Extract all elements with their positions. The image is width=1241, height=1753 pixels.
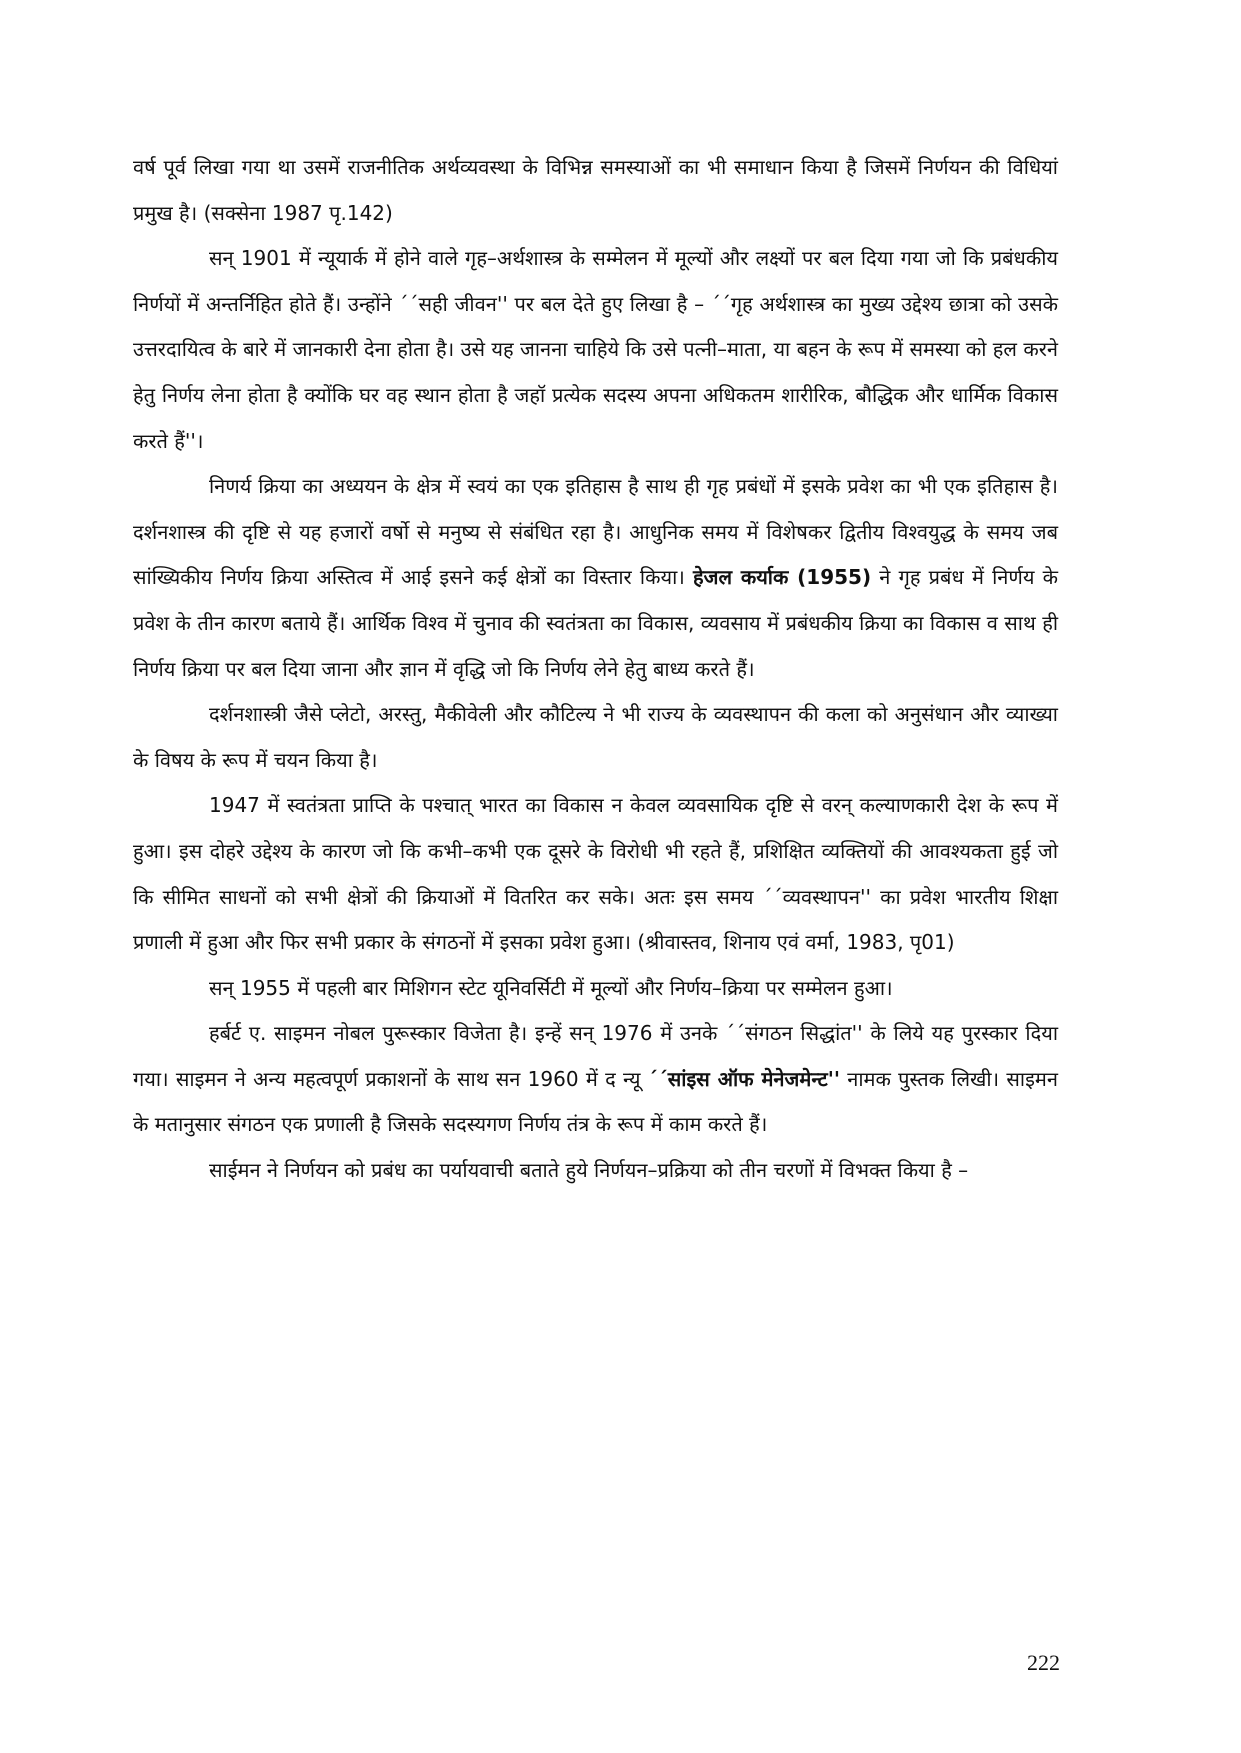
- paragraph-7-text-end: नामक पुस्तक लिखी। साइमन के मतानुसार संगठन एक प्रणाली है जिसके सदस्यगण निर्णय तंत्र के रूप में काम करते हैं।: [133, 1066, 1058, 1137]
- paragraph-5-text: 1947 में स्वतंत्रता प्राप्ति के पश्चात् भारत का विकास न केवल व्यवसायिक दृष्टि से वरन् कल्याणकारी देश के रूप में हुआ। इस दोहरे उद्देश्य के कारण जो कि कभी–कभी एक दूसरे के विरोधी भी रहते हैं, प्रशिक्षित व्यक्तियों की आवश्यकता हुई जो कि सीमित साधनों को सभी क्षेत्रों की क्रियाओं में वितरित कर सके। अतः इस समय ´´व्यवस्थापन'' का प्रवेश भारतीय शिक्षा प्रणाली में हुआ और फिर सभी प्रकार के संगठनों में इसका प्रवेश हुआ। (श्रीवास्तव, शिनाय एवं वर्मा, 1983, पृ01): [133, 793, 1058, 955]
- page-number: 222: [1027, 1650, 1060, 1675]
- paragraph-2-text: सन् 1901 में न्यूयार्क में होने वाले गृह–अर्थशास्त्र के सम्मेलन में मूल्यों और लक्ष्यों पर बल दिया गया जो कि प्रबंधकीय निर्णयों में अन्तर्निहित होते हैं। उन्होंने ´´सही जीवन'' पर बल देते हुए लिखा है – ´´गृह अर्थशास्त्र का मुख्य उद्देश्य छात्रा को उसके उत्तरदायित्व के बारे में जानकारी देना होता है। उसे यह जानना चाहिये कि उसे पत्नी–माता, या बहन के रूप में समस्या को हल करने हेतु निर्णय लेना होता है क्योंकि घर वह स्थान होता है जहॉ प्रत्येक सदस्य अपना अधिकतम शारीरिक, बौद्धिक और धार्मिक विकास करते हैं''।: [133, 246, 1058, 453]
- paragraph-8-text: साईमन ने निर्णयन को प्रबंध का पर्यायवाची बताते हुये निर्णयन–प्रक्रिया को तीन चरणों में विभक्त किया है –: [209, 1158, 969, 1183]
- paragraph-3-bold-citation: हेजल कर्याक (1955): [693, 565, 872, 590]
- paragraph-1: [133, 145, 1058, 236]
- body-text: [133, 145, 1058, 1194]
- paragraph-1-text: वर्ष पूर्व लिखा गया था उसमें राजनीतिक अर्थव्यवस्था के विभिन्न समस्याओं का भी समाधान किया है जिसमें निर्णयन की विधियां प्रमुख है। (सक्सेना 1987 पृ.142): [133, 155, 1058, 225]
- paragraph-3: [133, 464, 1058, 692]
- paragraph-5: [133, 783, 1058, 965]
- paragraph-4-text: दर्शनशास्त्री जैसे प्लेटो, अरस्तु, मैकीवेली और कौटिल्य ने भी राज्य के व्यवस्थापन की कला को अनुसंधान और व्याख्या के विषय के रूप में चयन किया है।: [133, 702, 1058, 772]
- paragraph-7-text-start: हर्बर्ट ए. साइमन नोबल पुरूस्कार विजेता है। इन्हें सन् 1976 में उनके ´´संगठन सिद्धांत'' के लिये यह पुरस्कार दिया गया। साइमन ने अन्य महत्वपूर्ण प्रकाशनों के साथ सन 1960 में द न्यू: [133, 1021, 1058, 1091]
- paragraph-4: [133, 692, 1058, 783]
- paragraph-7-bold-book-title: ´´सांइस ऑफ मेनेजमेन्ट'': [647, 1066, 840, 1091]
- paragraph-6: [133, 966, 1058, 1012]
- paragraph-8: [133, 1148, 1058, 1194]
- paragraph-7: [133, 1011, 1058, 1148]
- paragraph-3-text-end: ने गृह प्रबंध में निर्णय के प्रवेश के तीन कारण बताये हैं। आर्थिक विश्व में चुनाव की स्वतंत्रता का विकास, व्यवसाय में प्रबंधकीय क्रिया का विकास व साथ ही निर्णय क्रिया पर बल दिया जाना और ज्ञान में वृद्धि जो कि निर्णय लेने हेतु बाध्य करते हैं।: [133, 565, 1058, 681]
- paragraph-3-text-start: निणर्य क्रिया का अध्ययन के क्षेत्र में स्वयं का एक इतिहास है साथ ही गृह प्रबंधों में इसके प्रवेश का भी एक इतिहास है। दर्शनशास्त्र की दृष्टि से यह हजारों वर्षो से मनुष्य से संबंधित रहा है। आधुनिक समय में विशेषकर द्वितीय विश्वयुद्ध के समय जब सांख्यिकीय निर्णय क्रिया अस्तित्व में आई इसने कई क्षेत्रों का विस्तार किया।: [133, 474, 1058, 590]
- paragraph-6-text: सन् 1955 में पहली बार मिशिगन स्टेट यूनिवर्सिटी में मूल्यों और निर्णय–क्रिया पर सम्मेलन हुआ।: [209, 975, 893, 1000]
- paragraph-2: [133, 236, 1058, 464]
